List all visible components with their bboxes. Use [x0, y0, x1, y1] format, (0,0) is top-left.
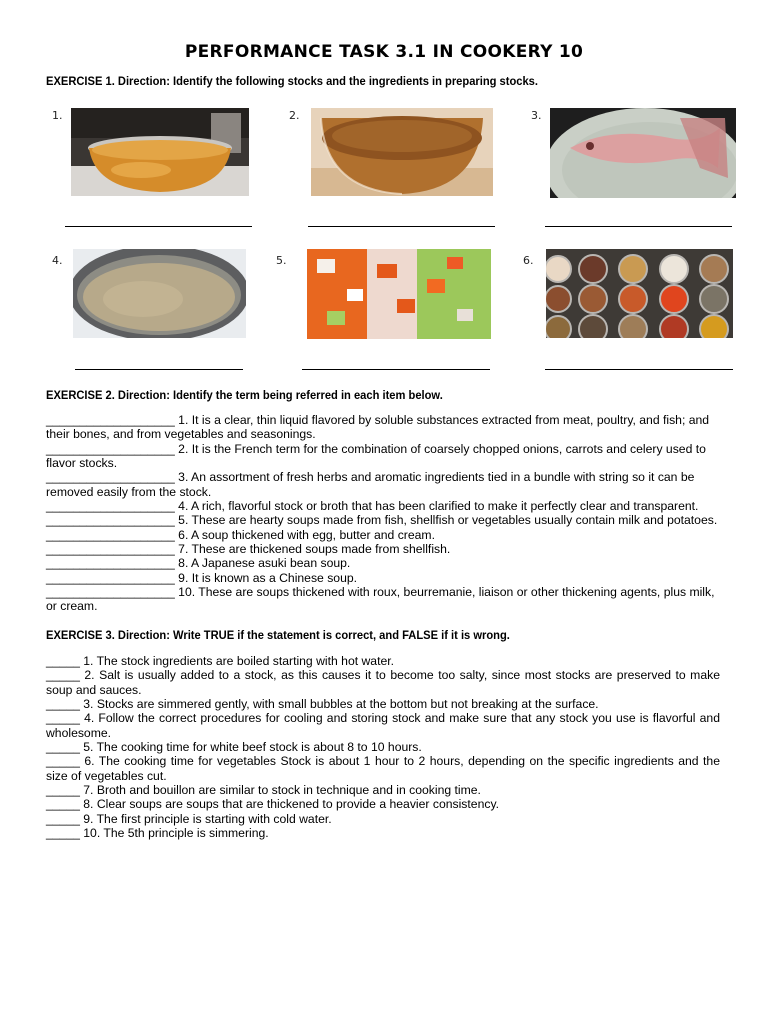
answer-blank[interactable]: _____	[46, 811, 80, 826]
fish-stock-photo	[550, 108, 736, 198]
answer-blank[interactable]: _____	[46, 740, 80, 755]
answer-blank[interactable]: ___________________	[46, 513, 175, 528]
item-text: 4. A rich, flavorful stock or broth that has been clarified to make it perfectly clear and transparent.	[174, 499, 699, 514]
item-text: 8. Clear soups are soups that are thickened to provide a heavier consistency.	[79, 797, 500, 812]
stockpot-photo	[73, 249, 246, 338]
answer-line-2[interactable]	[308, 226, 495, 227]
item-text: 3. Stocks are simmered gently, with small bubbles at the bottom but not breaking at the surface.	[79, 697, 599, 712]
page-title: PERFORMANCE TASK 3.1 IN COOKERY 10	[184, 42, 584, 62]
list-item	[46, 442, 720, 471]
exercise3-list	[46, 654, 720, 840]
image-number-5: 5.	[276, 254, 287, 267]
list-item	[46, 711, 720, 740]
answer-blank[interactable]: _____	[46, 697, 80, 712]
answer-blank[interactable]: ___________________	[46, 441, 175, 456]
spices-photo	[546, 249, 733, 338]
list-item	[46, 783, 720, 797]
answer-blank[interactable]: ___________________	[46, 499, 175, 514]
exercise1-heading: EXERCISE 1. Direction: Identify the following stocks and the ingredients in preparing stocks.	[46, 74, 538, 88]
item-text: 6. A soup thickened with egg, butter and cream.	[174, 527, 435, 542]
answer-line-4[interactable]	[75, 369, 243, 370]
answer-line-1[interactable]	[65, 226, 252, 227]
list-item	[46, 797, 720, 811]
answer-blank[interactable]: ___________________	[46, 556, 175, 571]
item-text: 3. An assortment of fresh herbs and aromatic ingredients tied in a bundle with string so it can be removed easily from the stock.	[46, 470, 695, 499]
answer-line-5[interactable]	[302, 369, 490, 370]
item-text: 6. The cooking time for vegetables Stock is about 1 hour to 2 hours, depending on the specific ingredients and the size of vegetables cut.	[46, 754, 720, 783]
answer-line-3[interactable]	[545, 226, 732, 227]
item-text: 2. It is the French term for the combination of coarsely chopped onions, carrots and celery used to flavor stocks.	[46, 441, 706, 471]
answer-blank[interactable]: ___________________	[46, 542, 175, 557]
image-number-3: 3.	[531, 109, 542, 122]
answer-blank[interactable]: ___________________	[46, 527, 175, 542]
list-item	[46, 513, 720, 527]
mirepoix-photo	[307, 249, 491, 339]
item-text: 1. The stock ingredients are boiled starting with hot water.	[79, 654, 395, 668]
exercise3-heading: EXERCISE 3. Direction: Write TRUE if the statement is correct, and FALSE if it is wrong.	[46, 628, 510, 642]
image-number-2: 2.	[289, 109, 300, 122]
answer-blank[interactable]: _____	[46, 668, 80, 683]
stock-bowl-photo-1	[71, 108, 249, 196]
item-text: 8. A Japanese asuki bean soup.	[174, 556, 351, 571]
item-text: 9. It is known as a Chinese soup.	[174, 570, 358, 585]
list-item	[46, 754, 720, 783]
item-text: 2. Salt is usually added to a stock, as this causes it to become too salty, since most stocks are preserved to make soup and sauces.	[46, 668, 720, 697]
item-text: 5. These are hearty soups made from fish, shellfish or vegetables usually contain milk and potatoes.	[174, 513, 718, 528]
list-item	[46, 470, 720, 499]
stock-bowl-photo-2	[311, 108, 493, 196]
exercise2-list	[46, 413, 720, 614]
item-text: 10. These are soups thickened with roux, beurremanie, liaison or other thickening agents, plus milk, or cream.	[46, 585, 715, 614]
item-text: 1. It is a clear, thin liquid flavored by soluble substances extracted from meat, poultry, and fish; and their bones, and from vegetables and seasonings.	[46, 413, 710, 442]
answer-blank[interactable]: ___________________	[46, 585, 175, 600]
list-item	[46, 542, 720, 556]
image-number-6: 6.	[523, 254, 534, 267]
list-item	[46, 528, 720, 542]
answer-blank[interactable]: _____	[46, 654, 80, 668]
answer-blank[interactable]: _____	[46, 797, 80, 812]
answer-blank[interactable]: ___________________	[46, 470, 175, 485]
answer-blank[interactable]: ___________________	[46, 413, 175, 427]
list-item	[46, 697, 720, 711]
list-item	[46, 413, 720, 442]
image-number-1: 1.	[52, 109, 63, 122]
item-text: 7. Broth and bouillon are similar to stock in technique and in cooking time.	[79, 783, 481, 798]
image-number-4: 4.	[52, 254, 63, 267]
answer-blank[interactable]: ___________________	[46, 570, 175, 585]
answer-blank[interactable]: _____	[46, 783, 80, 798]
item-text: 10. The 5th principle is simmering.	[79, 826, 269, 841]
item-text: 5. The cooking time for white beef stock is about 8 to 10 hours.	[79, 740, 422, 755]
list-item	[46, 585, 720, 614]
item-text: 9. The first principle is starting with cold water.	[79, 811, 332, 826]
list-item	[46, 740, 720, 754]
item-text: 7. These are thickened soups made from shellfish.	[174, 542, 451, 557]
answer-blank[interactable]: _____	[46, 754, 80, 769]
answer-blank[interactable]: _____	[46, 711, 80, 726]
list-item	[46, 812, 720, 826]
answer-blank[interactable]: _____	[46, 826, 80, 841]
list-item	[46, 826, 720, 840]
list-item	[46, 571, 720, 585]
list-item	[46, 499, 720, 513]
list-item	[46, 668, 720, 697]
list-item	[46, 556, 720, 570]
list-item	[46, 654, 720, 668]
answer-line-6[interactable]	[545, 369, 733, 370]
exercise2-heading: EXERCISE 2. Direction: Identify the term being referred in each item below.	[46, 388, 443, 402]
item-text: 4. Follow the correct procedures for cooling and storing stock and make sure that any stock you use is flavorful and wholesome.	[46, 711, 720, 740]
